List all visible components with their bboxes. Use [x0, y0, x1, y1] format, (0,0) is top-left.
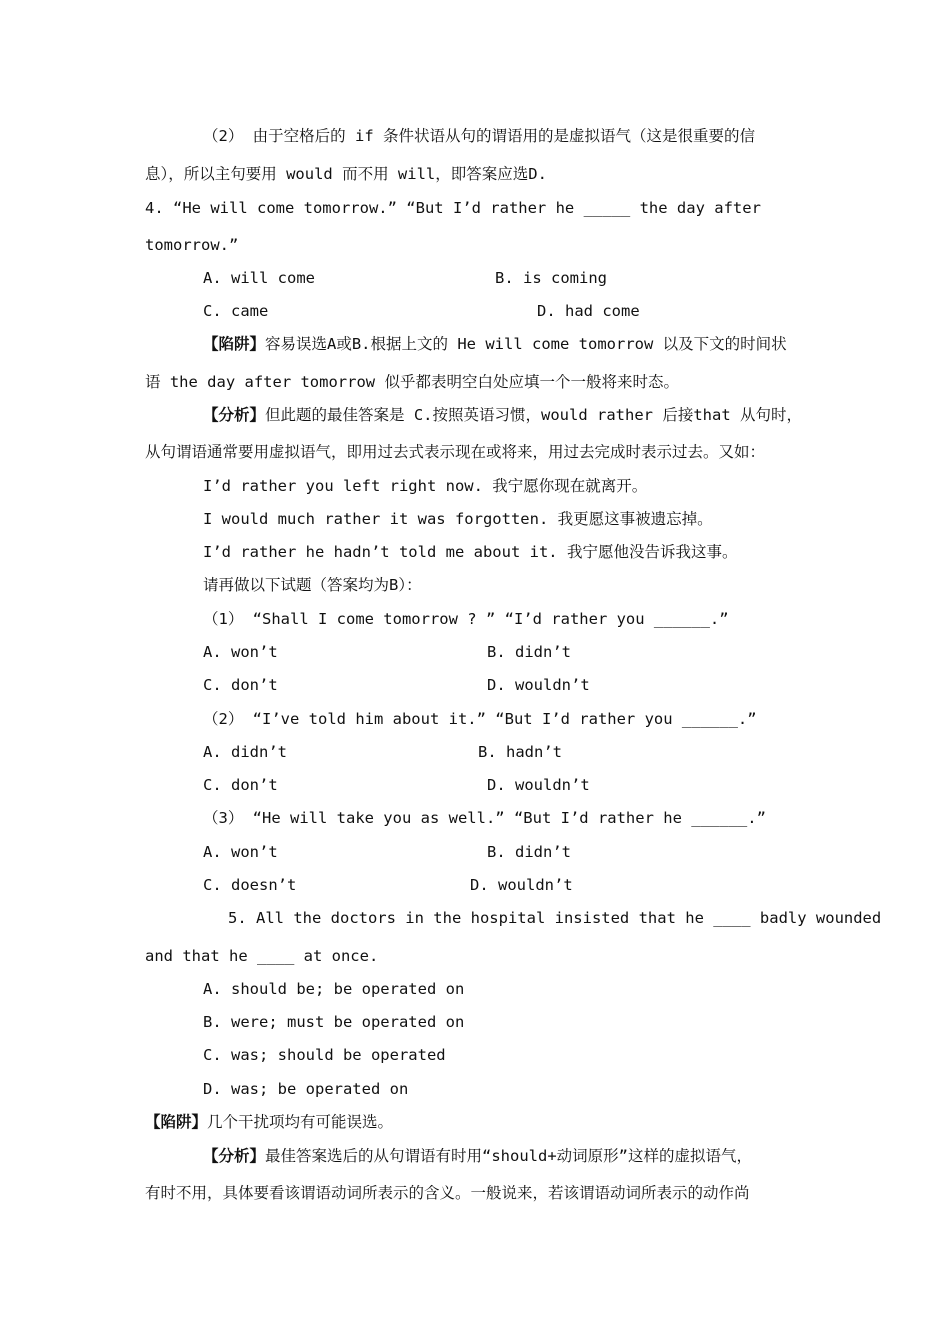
question-5-option-c: C. was; should be operated [203, 1046, 446, 1064]
practice-3-option-d: D. wouldn’t [470, 876, 573, 894]
practice-2-option-b: B. hadn’t [478, 743, 562, 761]
trap-tag: 【陷阱】 [203, 335, 266, 353]
question-5-option-b: B. were; must be operated on [203, 1013, 465, 1031]
practice-2-option-a: A. didn’t [203, 743, 287, 761]
practice-1-option-d: D. wouldn’t [487, 676, 590, 694]
question-4-stem: 4. “He will come tomorrow.” “But I’d rather he _____ the day after [145, 199, 761, 217]
analysis-line: （2） 由于空格后的 if 条件状语从句的谓语用的是虚拟语气（这是很重要的信 [203, 127, 755, 145]
trap-note-cont: 语 the day after tomorrow 似乎都表明空白处应填一个一般将来时态。 [145, 373, 679, 391]
question-4-option-a: A. will come [203, 269, 315, 287]
question-5-stem-cont: and that he ____ at once. [145, 947, 379, 965]
practice-2-stem: （2） “I’ve told him about it.” “But I’d rather you ______.” [203, 710, 757, 728]
practice-1-option-b: B. didn’t [487, 643, 571, 661]
question-5-stem: 5. All the doctors in the hospital insisted that he ____ badly wounded [228, 909, 882, 927]
analysis-tag: 【分析】 [203, 1147, 266, 1165]
analysis-note-cont: 有时不用，具体要看该谓语动词所表示的含义。一般说来，若该谓语动词所表示的动作尚 [145, 1184, 750, 1202]
trap-tag: 【陷阱】 [145, 1113, 208, 1131]
practice-1-option-a: A. won’t [203, 643, 278, 661]
practice-3-option-c: C. doesn’t [203, 876, 297, 894]
question-4-option-b: B. is coming [495, 269, 607, 287]
practice-1-stem: （1） “Shall I come tomorrow ? ” “I’d rather you ______.” [203, 610, 729, 628]
analysis-tag: 【分析】 [203, 406, 266, 424]
question-4-stem-cont: tomorrow.” [145, 236, 239, 254]
analysis-note [203, 1146, 752, 1166]
practice-3-stem: （3） “He will take you as well.” “But I’d rather he ______.” [203, 809, 766, 827]
analysis-note-cont: 从句谓语通常要用虚拟语气，即用过去式表示现在或将来，用过去完成时表示过去。又如： [145, 443, 766, 461]
analysis-line: 息），所以主句要用 would 而不用 will，即答案应选D. [145, 165, 547, 183]
example-sentence: I would much rather it was forgotten. 我更愿这事被遗忘掉。 [203, 510, 713, 528]
analysis-text: 但此题的最佳答案是 C.按照英语习惯，would rather 后接that 从句时， [265, 406, 802, 424]
trap-note [203, 334, 787, 354]
example-sentence: I’d rather he hadn’t told me about it. 我宁愿他没告诉我这事。 [203, 543, 738, 561]
question-5-option-a: A. should be; be operated on [203, 980, 465, 998]
trap-text: 容易误选A或B.根据上文的 He will come tomorrow 以及下文的时间状 [265, 335, 787, 353]
practice-2-option-c: C. don’t [203, 776, 278, 794]
question-4-option-c: C. came [203, 302, 269, 320]
example-sentence: I’d rather you left right now. 我宁愿你现在就离开。 [203, 477, 648, 495]
practice-3-option-b: B. didn’t [487, 843, 571, 861]
analysis-text: 最佳答案选后的从句谓语有时用“should+动词原形”这样的虚拟语气， [265, 1147, 753, 1165]
practice-1-option-c: C. don’t [203, 676, 278, 694]
question-5-option-d: D. was; be operated on [203, 1080, 409, 1098]
practice-2-option-d: D. wouldn’t [487, 776, 590, 794]
question-4-option-d: D. had come [537, 302, 640, 320]
trap-text: 几个干扰项均有可能误选。 [207, 1113, 394, 1131]
practice-intro: 请再做以下试题（答案均为B）： [203, 576, 422, 594]
analysis-note [203, 405, 802, 425]
trap-note [145, 1112, 393, 1132]
practice-3-option-a: A. won’t [203, 843, 278, 861]
